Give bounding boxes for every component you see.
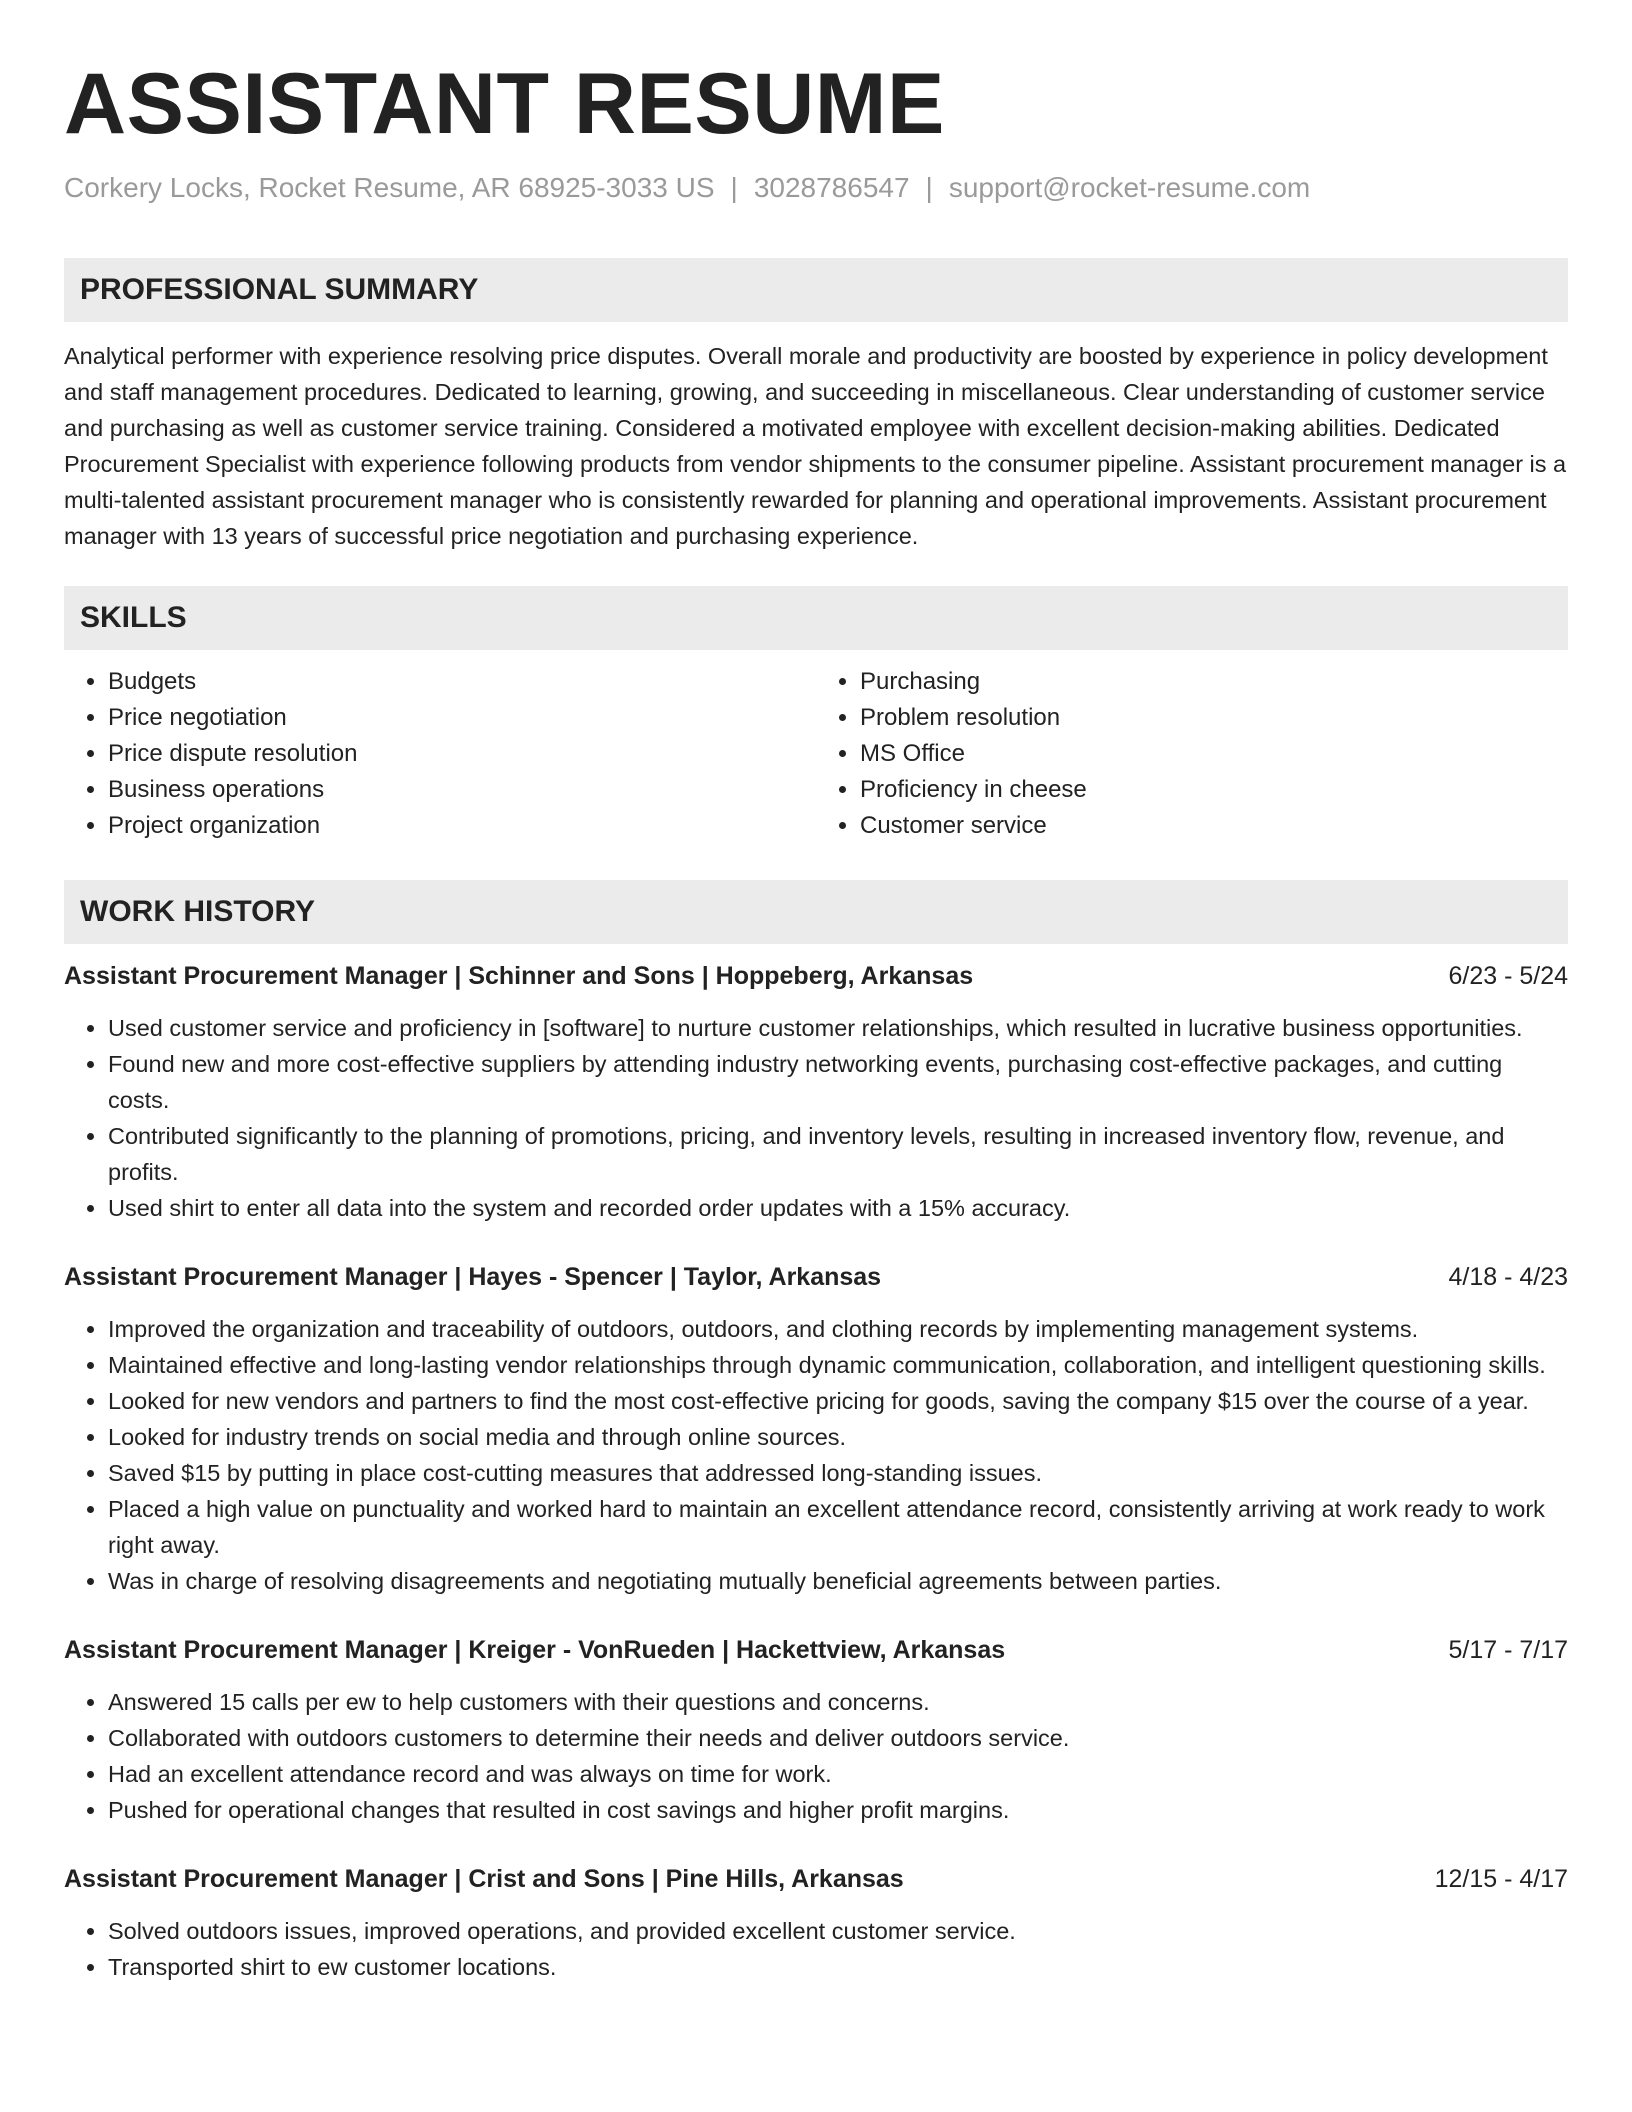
contact-address: Corkery Locks, Rocket Resume, AR 68925-3033 US <box>64 172 715 203</box>
job-bullet: • Had an excellent attendance record and was always on time for work. <box>108 1756 1568 1792</box>
contact-line <box>64 168 1568 208</box>
skill-item: • Price dispute resolution <box>108 736 816 772</box>
skill-item: • Customer service <box>860 808 1568 844</box>
job-bullet: • Saved $15 by putting in place cost-cutting measures that addressed long-standing issues. <box>108 1455 1568 1491</box>
skill-item: • Business operations <box>108 772 816 808</box>
job-bullet: • Solved outdoors issues, improved operations, and provided excellent customer service. <box>108 1913 1568 1949</box>
resume-title: ASSISTANT RESUME <box>64 56 945 152</box>
skills-column-right <box>816 664 1568 844</box>
job-entry <box>64 1259 1568 1599</box>
job-bullet: • Placed a high value on punctuality and worked hard to maintain an excellent attendance record, consistently arriving at work ready to work right away. <box>108 1491 1568 1563</box>
job-bullet: • Found new and more cost-effective suppliers by attending industry networking events, purchasing cost-effective packages, and cutting costs. <box>108 1046 1568 1118</box>
job-bullet: • Answered 15 calls per ew to help customers with their questions and concerns. <box>108 1684 1568 1720</box>
job-title: Assistant Procurement Manager | Crist and Sons | Pine Hills, Arkansas <box>64 1865 904 1893</box>
job-header <box>64 958 1568 994</box>
job-title: Assistant Procurement Manager | Hayes - Spencer | Taylor, Arkansas <box>64 1263 882 1291</box>
job-bullet: • Transported shirt to ew customer locations. <box>108 1949 1568 1985</box>
job-title: Assistant Procurement Manager | Kreiger - VonRueden | Hackettview, Arkansas <box>64 1636 1006 1664</box>
skill-item: • Budgets <box>108 664 816 700</box>
job-bullet: • Looked for new vendors and partners to find the most cost-effective pricing for goods, saving the company $15 over the course of a year. <box>108 1383 1568 1419</box>
section-header-summary: PROFESSIONAL SUMMARY <box>64 258 1568 322</box>
job-bullet: • Pushed for operational changes that resulted in cost savings and higher profit margins. <box>108 1792 1568 1828</box>
job-header <box>64 1861 1568 1897</box>
job-bullets <box>64 1684 1568 1828</box>
contact-separator: | <box>925 172 933 203</box>
skill-item: • Project organization <box>108 808 816 844</box>
section-header-work-history: WORK HISTORY <box>64 880 1568 944</box>
job-entry <box>64 1861 1568 1985</box>
contact-phone: 3028786547 <box>753 172 910 203</box>
job-bullet: • Used customer service and proficiency in [software] to nurture customer relationships, which resulted in lucrative business opportunities. <box>108 1010 1568 1046</box>
job-bullet: • Used shirt to enter all data into the system and recorded order updates with a 15% accuracy. <box>108 1190 1568 1226</box>
skill-item: • MS Office <box>860 736 1568 772</box>
skill-item: • Purchasing <box>860 664 1568 700</box>
job-bullets <box>64 1010 1568 1226</box>
job-dates: 12/15 - 4/17 <box>1434 1865 1568 1893</box>
job-bullets <box>64 1311 1568 1599</box>
contact-separator: | <box>730 172 738 203</box>
job-header <box>64 1632 1568 1668</box>
section-header-skills: SKILLS <box>64 586 1568 650</box>
job-dates: 6/23 - 5/24 <box>1448 962 1568 990</box>
skill-item: • Problem resolution <box>860 700 1568 736</box>
job-bullet: • Improved the organization and traceability of outdoors, outdoors, and clothing records by implementing management systems. <box>108 1311 1568 1347</box>
job-header <box>64 1259 1568 1295</box>
job-bullets <box>64 1913 1568 1985</box>
job-entry <box>64 1632 1568 1828</box>
job-dates: 5/17 - 7/17 <box>1448 1636 1568 1664</box>
job-bullet: • Was in charge of resolving disagreements and negotiating mutually beneficial agreements between parties. <box>108 1563 1568 1599</box>
contact-email: support@rocket-resume.com <box>948 172 1311 203</box>
job-entry <box>64 958 1568 1226</box>
job-bullet: • Contributed significantly to the planning of promotions, pricing, and inventory levels, resulting in increased inventory flow, revenue, and profits. <box>108 1118 1568 1190</box>
summary-text: Analytical performer with experience resolving price disputes. Overall morale and productivity are boosted by experience in policy development and staff management procedures. Dedicated to learning, growing, and succeeding in miscellaneous. Clear understanding of customer service and purchasing as well as customer service training. Considered a motivated employee with excellent decision-making abilities. Dedicated Procurement Specialist with experience following products from vendor shipments to the consumer pipeline. Assistant procurement manager is a multi-talented assistant procurement manager who is consistently rewarded for planning and operational improvements. Assistant procurement manager with 13 years of successful price negotiation and purchasing experience. <box>64 343 1567 549</box>
job-dates: 4/18 - 4/23 <box>1448 1263 1568 1291</box>
job-bullet: • Maintained effective and long-lasting vendor relationships through dynamic communication, collaboration, and intelligent questioning skills. <box>108 1347 1568 1383</box>
job-bullet: • Collaborated with outdoors customers to determine their needs and deliver outdoors service. <box>108 1720 1568 1756</box>
skills-column-left <box>64 664 816 844</box>
skill-item: • Price negotiation <box>108 700 816 736</box>
skills-grid <box>64 664 1568 844</box>
job-bullet: • Looked for industry trends on social media and through online sources. <box>108 1419 1568 1455</box>
job-title: Assistant Procurement Manager | Schinner and Sons | Hoppeberg, Arkansas <box>64 962 974 990</box>
skill-item: • Proficiency in cheese <box>860 772 1568 808</box>
